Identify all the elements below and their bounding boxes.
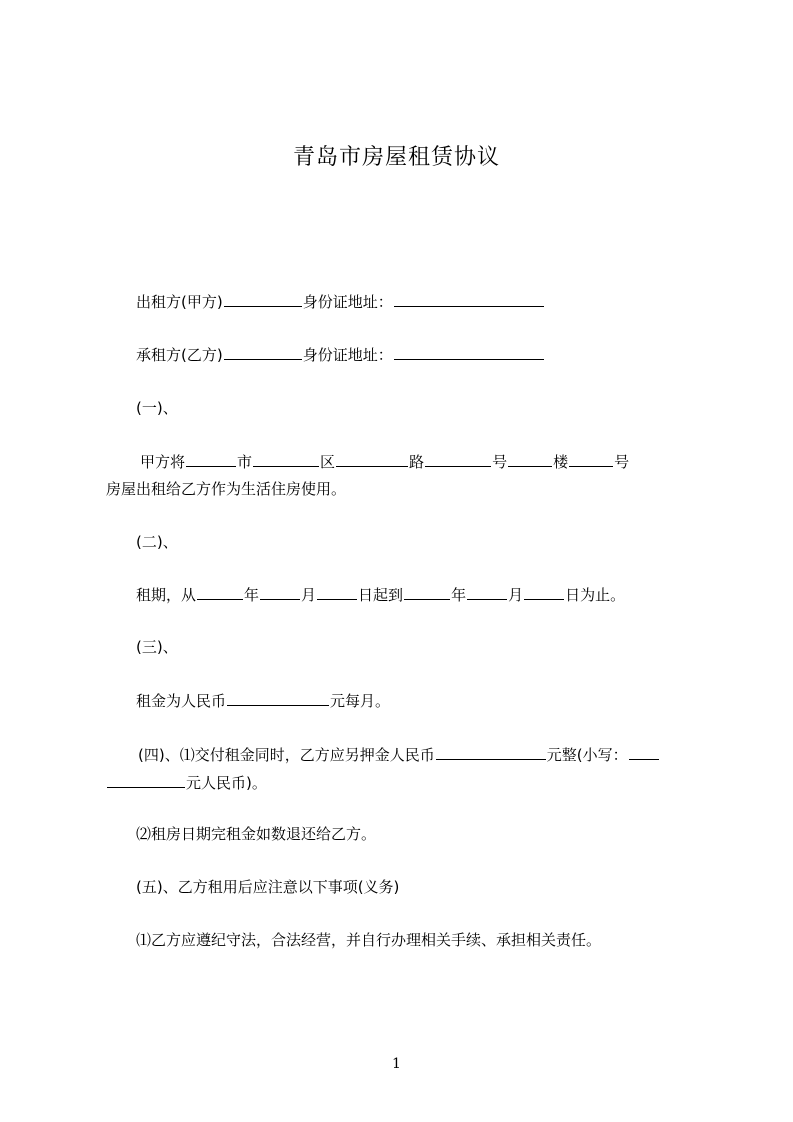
page-number: 1 (392, 1056, 401, 1072)
section2-part: 年 (244, 586, 260, 604)
city-blank (186, 451, 236, 467)
section1-part: 区 (320, 453, 336, 471)
section2-part: 日为止。 (565, 586, 626, 604)
section2-part: 年 (451, 586, 467, 604)
section3-line (136, 690, 390, 711)
section1-continuation: 房屋出租给乙方作为生活住房使用。 (106, 480, 347, 498)
section3-heading: (三)、 (136, 638, 178, 656)
rent-amount-blank (227, 690, 329, 706)
room-blank (569, 451, 613, 467)
section4-line (138, 744, 660, 765)
number-blank (425, 451, 491, 467)
section4-continuation (106, 772, 267, 793)
section3-part: 元每月。 (330, 692, 391, 710)
road-blank (336, 451, 408, 467)
section2-part: 日起到 (358, 586, 404, 604)
lessor-label: 出租方(甲方) (136, 293, 223, 311)
section5-item1: ⑴乙方应遵纪守法，合法经营，并自行办理相关手续、承担相关责任。 (136, 931, 602, 949)
section4-part: 元人民币)。 (186, 774, 267, 792)
section4-part: (四)、⑴交付租金同时，乙方应另押金人民币 (138, 746, 435, 764)
lessee-id-blank (394, 344, 544, 360)
section2-part: 租期，从 (136, 586, 197, 604)
section4-item2: ⑵租房日期完租金如数退还给乙方。 (136, 825, 377, 843)
start-year-blank (197, 584, 243, 600)
section1-part: 甲方将 (140, 453, 186, 471)
section2-part: 月 (508, 586, 524, 604)
section1-part: 号 (614, 453, 630, 471)
lessee-line (136, 344, 545, 365)
section1-part: 号 (492, 453, 508, 471)
section2-line (136, 584, 625, 605)
lessee-name-blank (224, 344, 302, 360)
section1-part: 路 (409, 453, 425, 471)
section2-heading: (二)、 (136, 533, 178, 551)
section5-heading: (五)、乙方租用后应注意以下事项(义务) (136, 878, 400, 896)
deposit-words-blank-cont (107, 772, 185, 788)
deposit-words-blank (629, 744, 659, 760)
start-month-blank (260, 584, 300, 600)
section1-part: 市 (237, 453, 253, 471)
deposit-amount-blank (436, 744, 546, 760)
section1-line (140, 451, 629, 472)
lessor-id-label: 身份证地址： (302, 293, 393, 311)
end-year-blank (404, 584, 450, 600)
lessor-id-blank (394, 291, 544, 307)
section3-part: 租金为人民币 (136, 692, 227, 710)
lessor-line (136, 291, 545, 312)
district-blank (253, 451, 319, 467)
document-title: 青岛市房屋租赁协议 (292, 145, 500, 170)
lessor-name-blank (224, 291, 302, 307)
lessee-label: 承租方(乙方) (136, 346, 223, 364)
building-blank (508, 451, 552, 467)
section2-part: 月 (301, 586, 317, 604)
start-day-blank (317, 584, 357, 600)
end-month-blank (467, 584, 507, 600)
end-day-blank (524, 584, 564, 600)
lessee-id-label: 身份证地址： (302, 346, 393, 364)
section1-heading: (一)、 (136, 399, 178, 417)
section1-part: 楼 (553, 453, 569, 471)
section4-part: 元整(小写： (546, 746, 628, 764)
